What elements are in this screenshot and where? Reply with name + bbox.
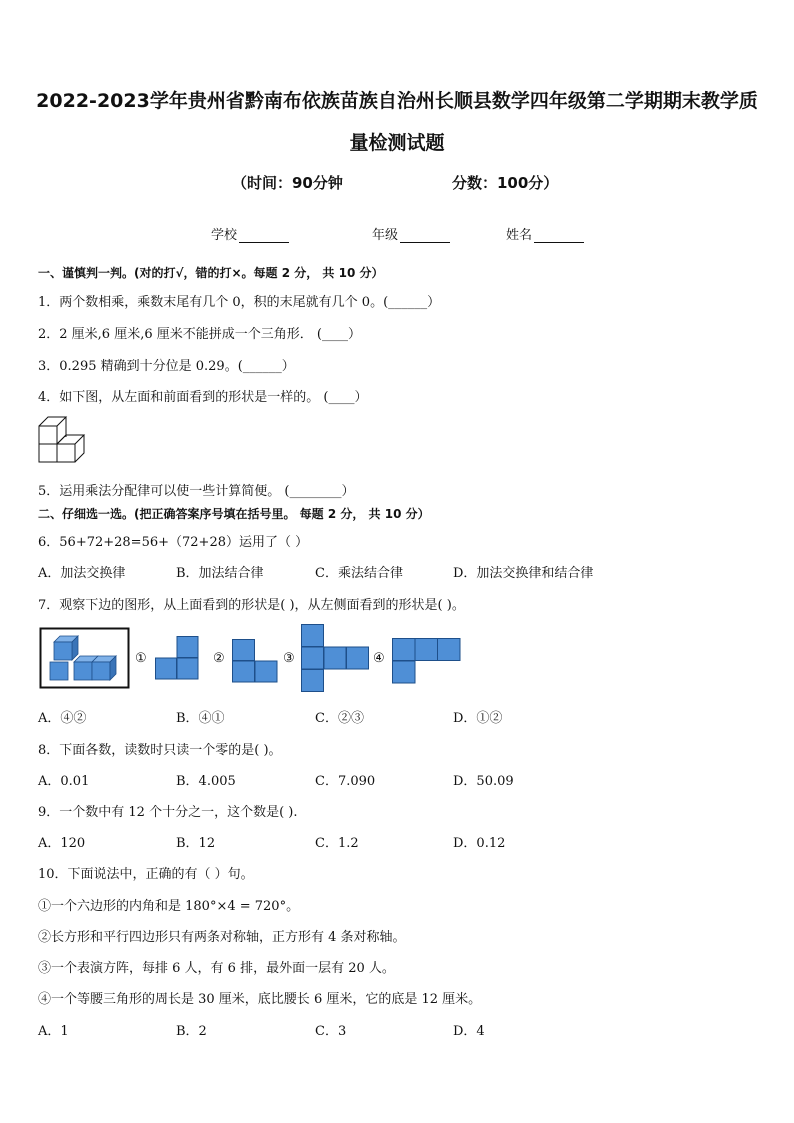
question-10: 10．下面说法中，正确的有（ ）句。 [38,867,254,882]
q7-view-2 [232,639,278,683]
q7-label-3: ③ [283,651,295,666]
q7-solid-figure [40,628,130,688]
q10-statement-1: ①一个六边形的内角和是 180°×4 = 720°。 [38,899,300,914]
q10-option-d[interactable]: D．4 [453,1024,485,1039]
q6-option-b[interactable]: B．加法结合律 [176,566,264,581]
question-6: 6．56+72+28=56+（72+28）运用了（ ） [38,535,309,550]
q6-option-c[interactable]: C．乘法结合律 [315,566,403,581]
q8-option-b[interactable]: B．4.005 [176,774,236,789]
exam-score: 分数：100分） [452,174,559,192]
q10-statement-2: ②长方形和平行四边形只有两条对称轴，正方形有 4 条对称轴。 [38,930,406,945]
q7-option-a[interactable]: A．④② [38,711,87,726]
q10-option-a[interactable]: A．1 [38,1024,69,1039]
question-2: 2．2 厘米,6 厘米,6 厘米不能拼成一个三角形． (____） [38,327,361,342]
question-5: 5．运用乘法分配律可以使一些计算简便。 (________） [38,484,355,499]
exam-time: （时间：90分钟 [232,174,343,192]
question-3: 3．0.295 精确到十分位是 0.29。(______） [38,359,295,374]
q6-option-a[interactable]: A．加法交换律 [38,566,126,581]
q10-option-c[interactable]: C．3 [315,1024,347,1039]
q6-option-d[interactable]: D．加法交换律和结合律 [453,566,594,581]
q10-statement-4: ④一个等腰三角形的周长是 30 厘米，底比腰长 6 厘米，它的底是 12 厘米。 [38,992,482,1007]
q7-view-4 [392,638,462,684]
q9-option-d[interactable]: D．0.12 [453,836,506,851]
q8-option-c[interactable]: C．7.090 [315,774,376,789]
page-title: 2022-2023学年贵州省黔南布依族苗族自治州长顺县数学四年级第二学期期末教学质 [36,90,758,112]
q7-label-2: ② [213,651,225,666]
school-field[interactable]: 学校 [211,224,289,243]
page-title-cont: 量检测试题 [349,132,445,154]
q7-view-3 [301,624,369,692]
q7-option-d[interactable]: D．①② [453,711,503,726]
q8-option-a[interactable]: A．0.01 [38,774,90,789]
q7-label-4: ④ [373,651,385,666]
section2-heading: 二、仔细选一选。(把正确答案序号填在括号里。 每题 2 分， 共 10 分） [38,507,430,521]
q10-option-b[interactable]: B．2 [176,1024,207,1039]
section1-heading: 一、谨慎判一判。(对的打√，错的打×。每题 2 分， 共 10 分） [38,266,384,280]
q7-option-c[interactable]: C．②③ [315,711,364,726]
grade-field[interactable]: 年级 [372,224,450,243]
question-1: 1．两个数相乘，乘数末尾有几个 0，积的末尾就有几个 0。(______） [38,295,441,310]
q7-view-1 [155,636,199,680]
q9-option-a[interactable]: A．120 [38,836,86,851]
q8-option-d[interactable]: D．50.09 [453,774,514,789]
q7-option-b[interactable]: B．④① [176,711,225,726]
question-4: 4．如下图，从左面和前面看到的形状是一样的。 (____） [38,390,368,405]
q10-statement-3: ③一个表演方阵，每排 6 人，有 6 排，最外面一层有 20 人。 [38,961,395,976]
q4-cube-figure [38,414,90,466]
q9-option-b[interactable]: B．12 [176,836,216,851]
q7-label-1: ① [135,651,147,666]
name-field[interactable]: 姓名 [506,224,584,243]
question-8: 8．下面各数，读数时只读一个零的是( )。 [38,743,282,758]
q9-option-c[interactable]: C．1.2 [315,836,359,851]
question-9: 9．一个数中有 12 个十分之一，这个数是( ). [38,805,298,820]
question-7: 7．观察下边的图形，从上面看到的形状是( )，从左侧面看到的形状是( )。 [38,598,465,613]
